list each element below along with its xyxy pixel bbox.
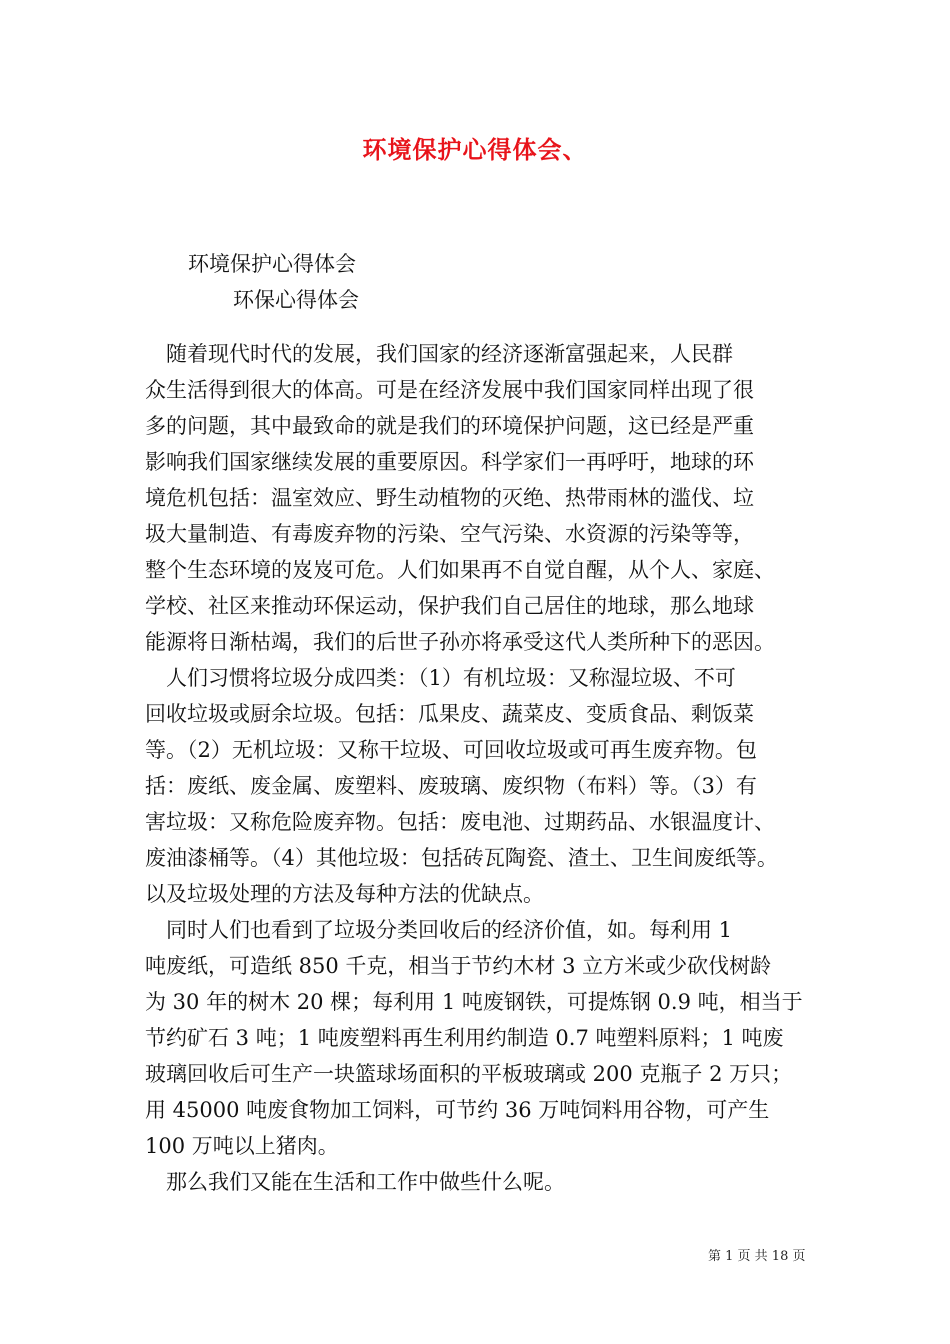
body-line: 节约矿石 3 吨；1 吨废塑料再生利用约制造 0.7 吨塑料原料；1 吨废 <box>145 1026 784 1050</box>
body-line: 多的问题，其中最致命的就是我们的环境保护问题，这已经是严重 <box>145 414 754 438</box>
body-line: 整个生态环境的岌岌可危。人们如果再不自觉自醒，从个人、家庭、 <box>145 558 775 582</box>
body-line: 能源将日渐枯竭，我们的后世子孙亦将承受这代人类所种下的恶因。 <box>145 630 775 654</box>
document-title: 环境保护心得体会、 <box>362 135 588 164</box>
body-line: 以及垃圾处理的方法及每种方法的优缺点。 <box>145 882 544 906</box>
body-line: 影响我们国家继续发展的重要原因。科学家们一再呼吁，地球的环 <box>145 450 754 474</box>
body-line: 废油漆桶等。（4）其他垃圾：包括砖瓦陶瓷、渣土、卫生间废纸等。 <box>145 846 778 870</box>
body-line: 回收垃圾或厨余垃圾。包括：瓜果皮、蔬菜皮、变质食品、剩饭菜 <box>145 702 754 726</box>
body-line: 吨废纸，可造纸 850 千克，相当于节约木材 3 立方米或少砍伐树龄 <box>145 954 772 978</box>
body-line: 用 45000 吨废食物加工饲料，可节约 36 万吨饲料用谷物，可产生 <box>145 1098 770 1122</box>
body-line: 众生活得到很大的体高。可是在经济发展中我们国家同样出现了很 <box>145 378 754 402</box>
body-line: 同时人们也看到了垃圾分类回收后的经济价值，如。每利用 1 <box>145 918 733 942</box>
body-line: 为 30 年的树木 20 棵；每利用 1 吨废钢铁，可提炼钢 0.9 吨，相当于 <box>145 990 803 1014</box>
body-line: 随着现代时代的发展，我们国家的经济逐渐富强起来，人民群 <box>145 342 733 366</box>
body-line: 人们习惯将垃圾分成四类：（1）有机垃圾：又称湿垃圾、不可 <box>145 666 736 690</box>
body-line: 学校、社区来推动环保运动，保护我们自己居住的地球，那么地球 <box>145 594 754 618</box>
body-line: 圾大量制造、有毒废弃物的污染、空气污染、水资源的污染等等， <box>145 522 754 546</box>
body-line: 害垃圾：又称危险废弃物。包括：废电池、过期药品、水银温度计、 <box>145 810 775 834</box>
body-line: 等。（2）无机垃圾：又称干垃圾、可回收垃圾或可再生废弃物。包 <box>145 738 757 762</box>
page-number: 第 1 页 共 18 页 <box>708 1249 806 1264</box>
section-heading: 环境保护心得体会 <box>188 252 356 276</box>
sub-heading: 环保心得体会 <box>233 288 359 312</box>
body-line: 那么我们又能在生活和工作中做些什么呢。 <box>145 1170 565 1194</box>
body-line: 玻璃回收后可生产一块篮球场面积的平板玻璃或 200 克瓶子 2 万只； <box>145 1062 793 1086</box>
body-line: 100 万吨以上猪肉。 <box>145 1134 339 1158</box>
body-line: 境危机包括：温室效应、野生动植物的灭绝、热带雨林的滥伐、垃 <box>145 486 754 510</box>
body-line: 括：废纸、废金属、废塑料、废玻璃、废织物（布料）等。（3）有 <box>145 774 757 798</box>
